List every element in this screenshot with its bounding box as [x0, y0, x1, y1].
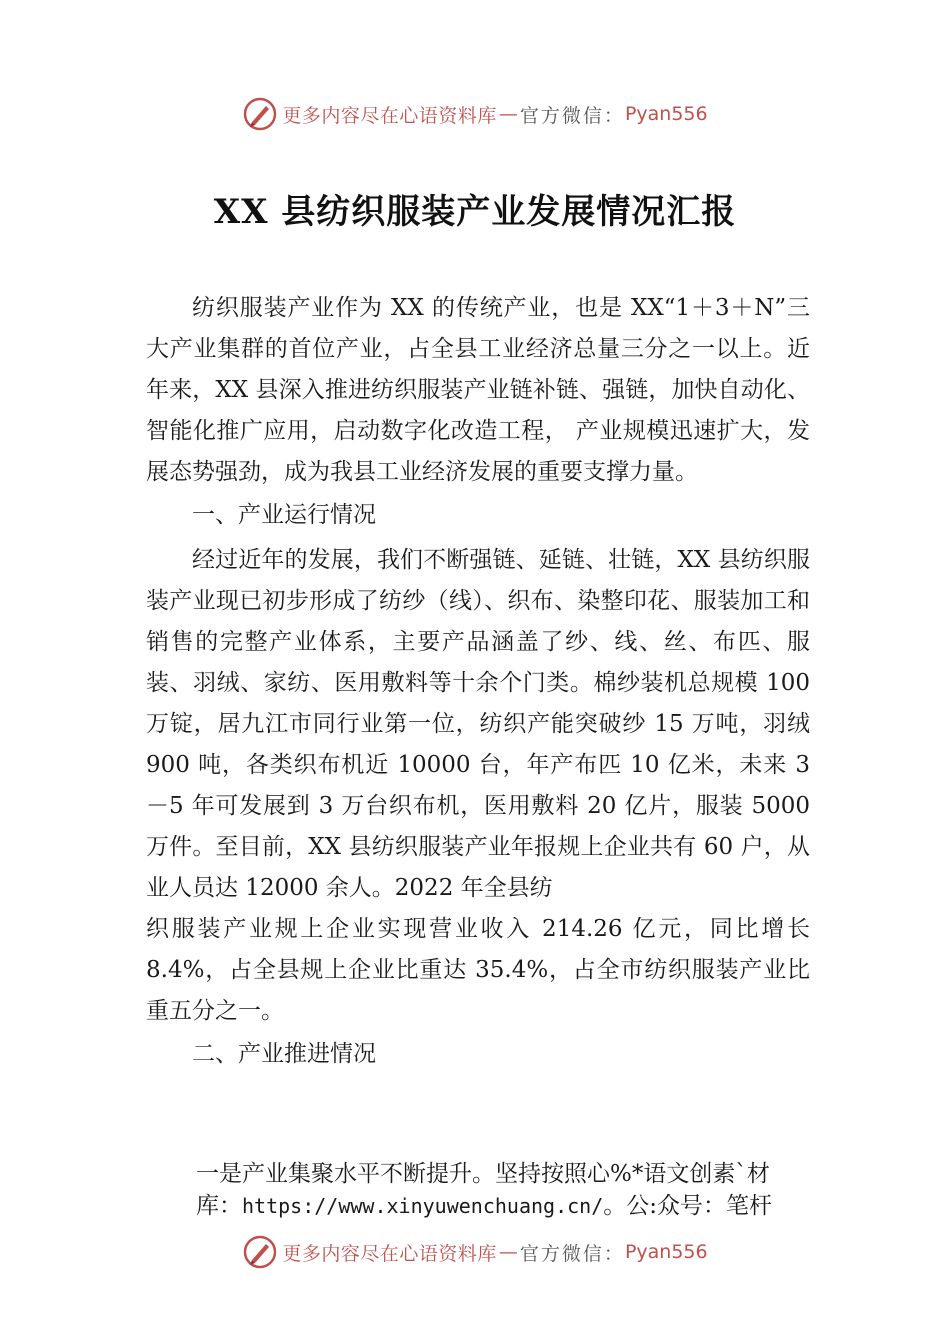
- banner-wechat-id: Pyan556: [624, 1241, 708, 1263]
- header-banner: [0, 94, 950, 134]
- document-title: XX 县纺织服装产业发展情况汇报: [213, 192, 737, 232]
- section2-line-2-suffix: 。公:众号：笔杆: [603, 1193, 772, 1219]
- section2-line-2-prefix: 库：: [196, 1193, 242, 1219]
- section2-line-1: 一是产业集聚水平不断提升。坚持按照心%*语文创素`材: [196, 1161, 770, 1187]
- intro-paragraph: 纺织服装产业作为 XX 的传统产业，也是 XX“1＋3＋N”三大产业集群的首位产业，占全县工业经济总量三分之一以上。近年来，XX 县深入推进纺织服装产业链补链、强链，加快自动化、智能化推广应用，启动数字化改造工程， 产业规模迅速扩大，发展态势强劲，成为我县工业经济发展的重要支撑力量。: [146, 295, 810, 485]
- document-body: [146, 288, 810, 1079]
- section2-line-2: [196, 1190, 826, 1222]
- section1-paragraph-2: 织服装产业规上企业实现营业收入 214.26 亿元，同比增长 8.4%，占全县规上企业比重达 35.4%，占全市纺织服装产业比重五分之一。: [146, 916, 810, 1024]
- banner-wechat-label: 官方微信：: [519, 1242, 625, 1265]
- banner-dash: —: [498, 103, 518, 125]
- pen-logo-icon: [242, 1234, 278, 1270]
- banner-wechat-label: 官方微信：: [519, 104, 625, 127]
- banner-text: 更多内容尽在心语资料库: [282, 1242, 497, 1265]
- source-url-link[interactable]: https://www.xinyuwenchuang.cn/: [242, 1194, 604, 1218]
- section2-text: [196, 1158, 826, 1222]
- banner-dash: —: [498, 1241, 518, 1263]
- pen-logo-icon: [242, 96, 278, 132]
- banner-wechat-id: Pyan556: [624, 103, 708, 125]
- footer-banner: [0, 1232, 950, 1272]
- section1-paragraph-1: 经过近年的发展，我们不断强链、延链、壮链，XX 县纺织服装产业现已初步形成了纺纱（线）、织布、染整印花、服装加工和销售的完整产业体系，主要产品涵盖了纱、线、丝、布匹、服装、羽绒、家纺、医用敷料等十余个门类。棉纱装机总规模 100 万锭，居九江市同行业第一位，纺织产能突破纱 15 万吨，羽绒 900 吨，各类织布机近 10000 台，年产布匹 10 亿米，未来 3－5 年可发展到 3 万台织布机，医用敷料 20 亿片，服装 5000 万件。至目前，XX 县纺织服装产业年报规上企业共有 60 户，从业人员达 12000 余人。2022 年全县纺: [146, 547, 810, 901]
- section-heading-1: 一、产业运行情况: [192, 502, 376, 528]
- section-heading-2: 二、产业推进情况: [192, 1041, 376, 1067]
- banner-text: 更多内容尽在心语资料库: [282, 104, 497, 127]
